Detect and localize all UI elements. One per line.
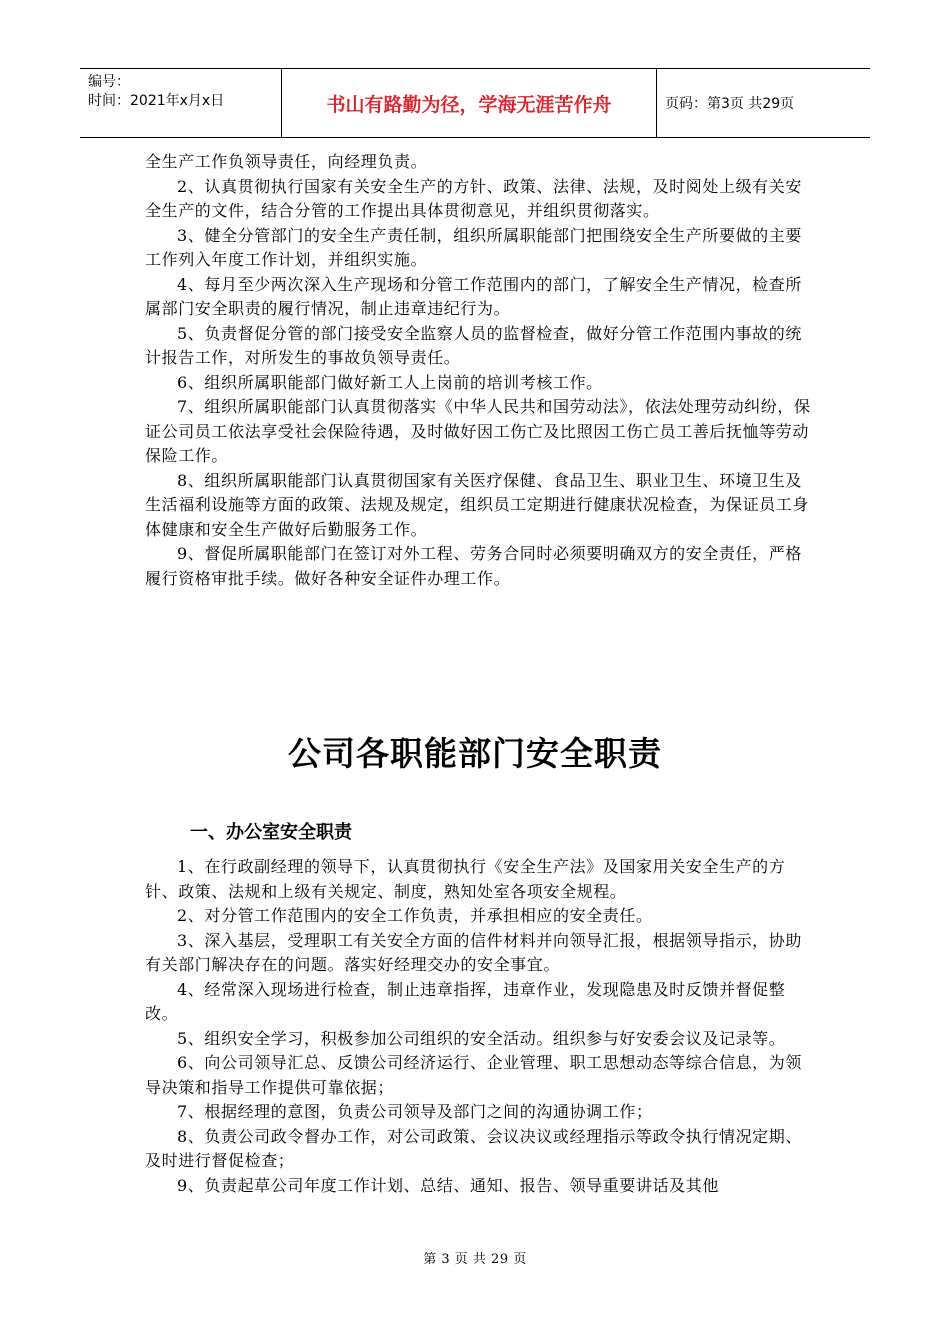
- paragraph: 7、组织所属职能部门认真贯彻落实《中华人民共和国劳动法》，依法处理劳动纠纷，保证公司员工依法享受社会保险待遇，及时做好因工伤亡及比照因工伤亡员工善后抚恤等劳动保险工作。: [145, 397, 811, 465]
- paragraph: 1、在行政副经理的领导下，认真贯彻执行《安全生产法》及国家用关安全生产的方针、政策、法规和上级有关规定、制度，熟知处室各项安全规程。: [145, 857, 786, 901]
- page-footer: 第 3 页 共 29 页: [423, 1252, 527, 1267]
- paragraph: 9、负责起草公司年度工作计划、总结、通知、报告、领导重要讲话及其他: [177, 1175, 719, 1195]
- number-label: 编号：: [88, 74, 130, 90]
- section-heading: 一、办公室安全职责: [190, 822, 352, 843]
- paragraph: 5、负责督促分管的部门接受安全监察人员的监督检查，做好分管工作范围内事故的统计报告工作，对所发生的事故负领导责任。: [145, 323, 802, 367]
- paragraph: 9、督促所属职能部门在签订对外工程、劳务合同时必须要明确双方的安全责任，严格履行资格审批手续。做好各种安全证件办理工作。: [145, 544, 802, 588]
- time-label: 时间：2021年x月x日: [88, 93, 225, 109]
- paragraph: 4、经常深入现场进行检查，制止违章指挥，违章作业，发现隐患及时反馈并督促整改。: [145, 979, 786, 1023]
- document-header: [80, 68, 870, 138]
- header-motto: 书山有路勤为径，学海无涯苦作舟: [282, 69, 657, 137]
- paragraph: 8、负责公司政令督办工作，对公司政策、会议决议或经理指示等政令执行情况定期、及时进行督促检查；: [145, 1126, 802, 1170]
- header-page-info: 页码：第3页 共29页: [665, 96, 795, 112]
- continuation-paragraph: 全生产工作负领导责任，向经理负责。: [145, 152, 428, 171]
- paragraph: 3、健全分管部门的安全生产责任制，组织所属职能部门把围绕安全生产所要做的主要工作列入年度工作计划，并组织实施。: [145, 225, 802, 269]
- paragraph: 4、每月至少两次深入生产现场和分管工作范围内的部门，了解安全生产情况，检查所属部门安全职责的履行情况，制止违章违纪行为。: [145, 274, 802, 318]
- paragraph: 2、认真贯彻执行国家有关安全生产的方针、政策、法律、法规，及时阅处上级有关安全生产的文件，结合分管的工作提出具体贯彻意见，并组织贯彻落实。: [145, 176, 802, 220]
- part1-body: [145, 150, 815, 591]
- paragraph: 8、组织所属职能部门认真贯彻国家有关医疗保健、食品卫生、职业卫生、环境卫生及生活福利设施等方面的政策、法规及规定，组织员工定期进行健康状况检查，为保证员工身体健康和安全生产做好后勤服务工作。: [145, 470, 810, 539]
- paragraph: 6、组织所属职能部门做好新工人上岗前的培训考核工作。: [177, 372, 603, 392]
- paragraph: 5、组织安全学习，积极参加公司组织的安全活动。组织参与好安委会议及记录等。: [177, 1028, 786, 1048]
- paragraph: 7、根据经理的意图，负责公司领导及部门之间的沟通协调工作；: [177, 1102, 653, 1121]
- section1-body: [145, 855, 815, 1198]
- paragraph: 3、深入基层，受理职工有关安全方面的信件材料并向领导汇报，根据领导指示，协助有关部门解决存在的问题。落实好经理交办的安全事宜。: [145, 930, 802, 974]
- header-meta-cell: [80, 69, 282, 137]
- paragraph: 2、对分管工作范围内的安全工作负责，并承担相应的安全责任。: [177, 906, 653, 925]
- paragraph: 6、向公司领导汇总、反馈公司经济运行、企业管理、职工思想动态等综合信息，为领导决策和指导工作提供可靠依据；: [145, 1053, 802, 1097]
- page-title: 公司各职能部门安全职责: [288, 734, 662, 773]
